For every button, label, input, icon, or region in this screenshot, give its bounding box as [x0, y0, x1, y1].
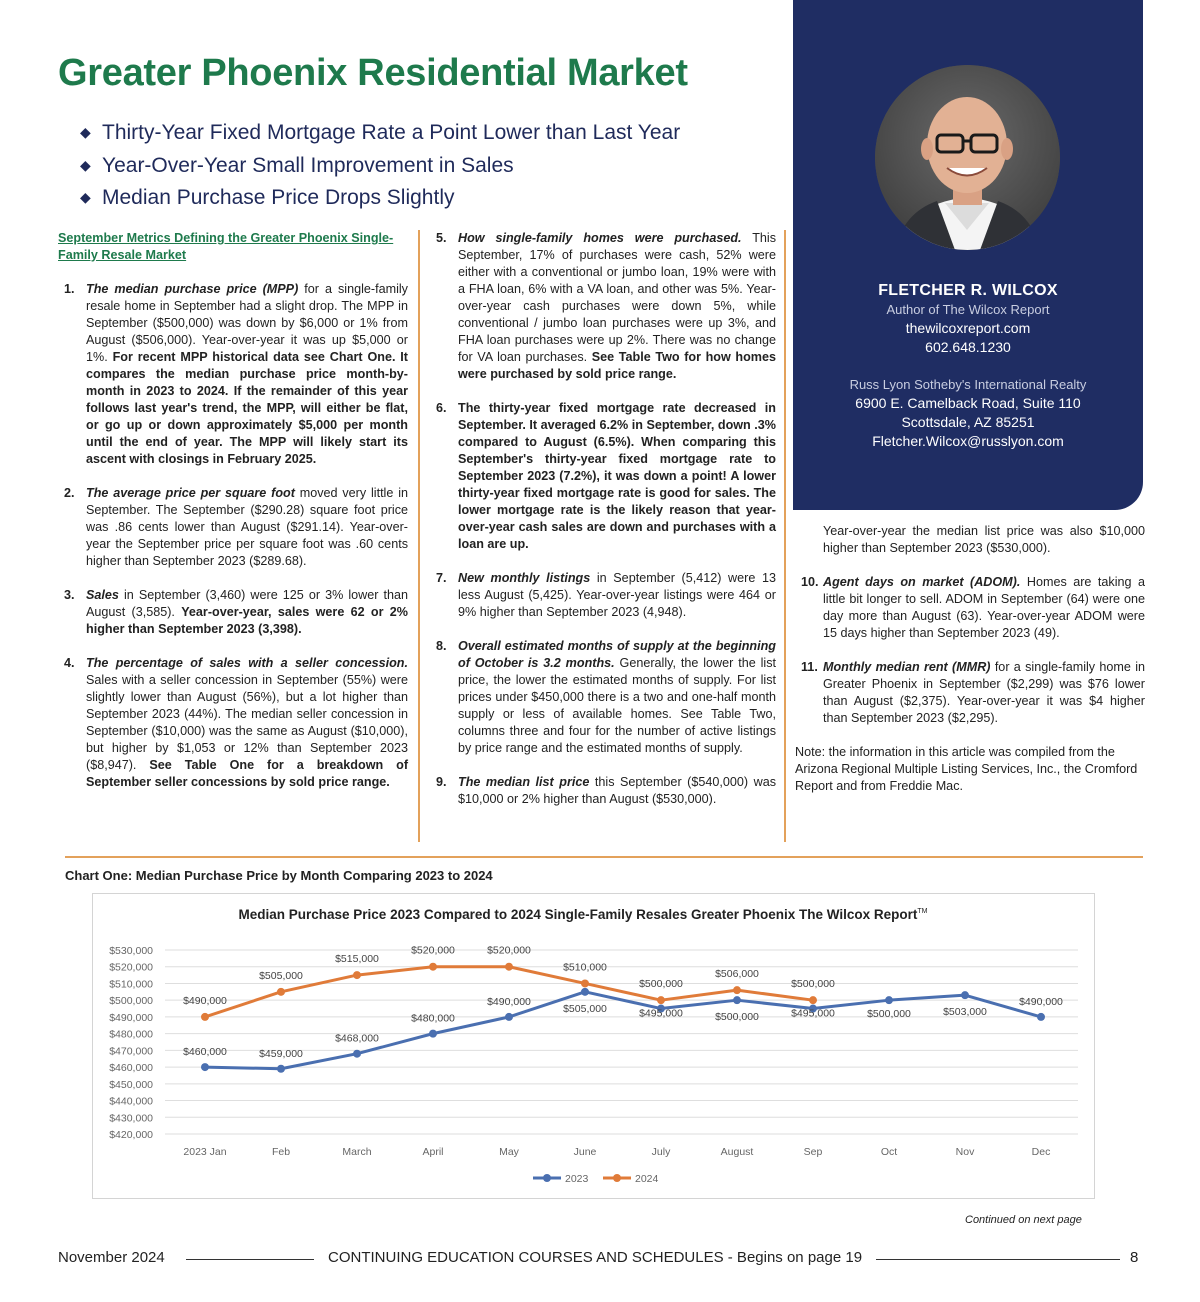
data-label-2024: $500,000 [639, 978, 683, 991]
data-point-2024 [429, 963, 437, 971]
item-title: Overall estimated months of supply at the beginning of October is 3.2 months. [458, 639, 776, 670]
y-tick-label: $440,000 [109, 1095, 153, 1108]
item-title: The median list price [458, 775, 590, 789]
data-label-2024: $510,000 [563, 961, 607, 974]
diamond-icon: ◆ [80, 189, 91, 205]
data-label-2023: $495,000 [639, 1007, 683, 1020]
x-tick-label: Feb [271, 1146, 291, 1158]
data-label-2024: $490,000 [183, 994, 227, 1007]
data-point-2024 [733, 986, 741, 994]
footer-date: November 2024 [58, 1249, 165, 1266]
author-phone: 602.648.1230 [925, 339, 1011, 355]
x-tick-label: March [342, 1146, 372, 1158]
item-bold: For recent MPP historical data see Chart One. It compares the median purchase price month-by-month in 2023 to 2024. If the remainder of this year follows last year's trend, the MPP, will either be flat, or go up or down approximately $5,000 per month until the end of year. The MPP will likely start its ascent with closings in February 2025. [86, 350, 409, 466]
metric-item-4 [58, 655, 408, 791]
author-photo [875, 65, 1060, 250]
item-body: Generally, the lower the list price, the lower the estimated months of supply. For list prices under $450,000 there is a two and one-half month supply or less of available homes. See Table Two, columns three and four for the number of active listings by price range and the estimated months of supply. [458, 656, 776, 755]
y-tick-label: $460,000 [109, 1062, 153, 1075]
headline-bullets [80, 116, 680, 214]
item-number: 1. [64, 282, 75, 296]
item-title: New monthly listings [458, 571, 591, 585]
y-tick-label: $420,000 [109, 1129, 153, 1141]
article-column-2 [430, 230, 776, 808]
data-point-2024 [809, 996, 817, 1004]
legend-marker-2024 [613, 1174, 621, 1182]
data-point-2023 [277, 1065, 285, 1073]
item-number: 10. [801, 575, 819, 589]
item-number: 11. [801, 660, 818, 674]
data-label-2024: $506,000 [715, 968, 759, 981]
item-number: 2. [64, 486, 75, 500]
x-tick-label: Dec [1031, 1146, 1051, 1158]
author-website[interactable]: thewilcoxreport.com [905, 320, 1031, 336]
x-tick-label: July [651, 1146, 671, 1158]
footer-center-text[interactable]: CONTINUING EDUCATION COURSES AND SCHEDULES - Begins on page 19 [328, 1249, 863, 1266]
data-label-2024: $500,000 [791, 978, 835, 991]
x-tick-label: 2023 Jan [183, 1146, 227, 1158]
diamond-icon: ◆ [80, 124, 91, 140]
item-body: this September ($540,000) was $10,000 or 2% higher than August ($530,000). [458, 775, 776, 806]
data-point-2024 [505, 963, 513, 971]
item-title: Monthly median rent (MMR) [823, 660, 991, 674]
source-note: Note: the information in this article was compiled from the Arizona Regional Multiple Listing Services, Inc., the Cromford Report and from Freddie Mac. [795, 745, 1138, 793]
data-label-2023: $505,000 [563, 1002, 607, 1015]
item-body: Homes are taking a little bit longer to sell. ADOM in September (64) were one day more than August (63). Year-over-year ADOM were 15 days higher than September 2023 (49). [823, 575, 1146, 640]
x-tick-label: May [499, 1146, 519, 1158]
y-tick-label: $530,000 [109, 945, 153, 957]
data-label-2023: $500,000 [867, 1008, 911, 1021]
metric-item-5 [430, 230, 776, 383]
data-point-2024 [581, 979, 589, 987]
bullet-item [80, 116, 680, 149]
y-tick-label: $450,000 [109, 1078, 153, 1091]
author-email[interactable]: Fletcher.Wilcox@russlyon.com [872, 433, 1064, 449]
data-point-2024 [277, 988, 285, 996]
item-number: 7. [436, 571, 447, 585]
item-number: 5. [436, 231, 447, 245]
data-point-2024 [657, 996, 665, 1004]
data-point-2024 [201, 1013, 209, 1021]
data-label-2024: $520,000 [411, 944, 455, 957]
article-column-3 [795, 523, 1145, 795]
data-label-2023: $468,000 [335, 1032, 379, 1045]
data-point-2023 [429, 1030, 437, 1038]
agency-address-line2: Scottsdale, AZ 85251 [901, 414, 1035, 430]
data-point-2023 [733, 996, 741, 1004]
item-number: 6. [436, 401, 447, 415]
metric-item-8 [430, 638, 776, 757]
legend-label-2024: 2024 [635, 1173, 659, 1185]
data-label-2024: $505,000 [259, 969, 303, 982]
page-title: Greater Phoenix Residential Market [58, 52, 688, 94]
data-label-2023: $459,000 [259, 1047, 303, 1060]
data-point-2023 [353, 1050, 361, 1058]
metric-item-9-continued [795, 523, 1145, 557]
data-label-2023: $500,000 [715, 1011, 759, 1024]
diamond-icon: ◆ [80, 156, 91, 173]
agency-name: Russ Lyon Sotheby's International Realty [849, 377, 1087, 392]
author-sidebar [793, 0, 1143, 510]
item-number: 9. [436, 775, 447, 789]
bullet-text: Thirty-Year Fixed Mortgage Rate a Point Lower than Last Year [102, 121, 681, 144]
y-tick-label: $470,000 [109, 1045, 153, 1058]
metric-item-7 [430, 570, 776, 621]
data-point-2023 [961, 991, 969, 999]
item-title: Sales [86, 588, 119, 602]
x-tick-label: Nov [955, 1146, 975, 1158]
bullet-text: Median Purchase Price Drops Slightly [102, 186, 455, 209]
item-body: This September, 17% of purchases were cash, 52% were either with a conventional or jumbo loan, 19% were with a FHA loan, 6% with a VA loan, and other was 5%. Year-over-year cash purchases were down 5%, while conventional / jumbo loan purchases were up 3%, and FHA loan purchases were up 2%. There was no change for VA loan purchases. [458, 231, 776, 364]
bullet-text: Year-Over-Year Small Improvement in Sales [102, 153, 514, 177]
data-point-2023 [581, 988, 589, 996]
metric-item-6 [430, 400, 776, 553]
author-name: FLETCHER R. WILCOX [878, 282, 1058, 299]
item-body: Year-over-year the median list price was also $10,000 higher than September 2023 ($530,000). [823, 524, 1145, 555]
chart-caption: Chart One: Median Purchase Price by Month Comparing 2023 to 2024 [65, 868, 493, 883]
data-label-2023: $460,000 [183, 1046, 227, 1059]
article-column-1 [58, 230, 408, 791]
page-number: 8 [1130, 1249, 1139, 1266]
chart-title: Median Purchase Price 2023 Compared to 2024 Single-Family Resales Greater Phoenix The Wilcox Report™ [238, 907, 928, 922]
y-tick-label: $490,000 [109, 1011, 153, 1024]
data-label-2024: $520,000 [487, 944, 531, 957]
column-divider [784, 230, 786, 842]
item-title: Agent days on market (ADOM). [823, 575, 1021, 589]
data-point-2024 [353, 971, 361, 979]
y-tick-label: $500,000 [109, 995, 153, 1008]
median-price-chart [93, 894, 1094, 1198]
footer-rule [876, 1259, 1120, 1260]
metric-item-2 [58, 485, 408, 570]
x-tick-label: Sep [803, 1146, 823, 1158]
data-label-2023: $490,000 [487, 995, 531, 1008]
author-role: Author of The Wilcox Report [886, 302, 1050, 317]
item-number: 3. [64, 588, 75, 602]
metric-item-1 [58, 281, 408, 468]
continued-note: Continued on next page [965, 1214, 1082, 1226]
data-label-2023: $490,000 [1019, 995, 1063, 1008]
x-tick-label: August [720, 1146, 754, 1158]
y-tick-label: $430,000 [109, 1112, 153, 1125]
series-line-2023 [205, 992, 1041, 1069]
data-point-2023 [201, 1063, 209, 1071]
footer-rule [186, 1259, 314, 1260]
item-body: for a single-family resale home in September had a slight drop. The MPP in September ($500,000) was down by $6,000 or 1% from August ($506,000). Year-over-year it was up $5,000 or 1%. [86, 282, 408, 364]
metric-item-10 [795, 574, 1145, 642]
column-divider [418, 230, 420, 842]
data-point-2023 [885, 996, 893, 1004]
legend-label-2023: 2023 [565, 1173, 589, 1185]
item-title: How single-family homes were purchased. [458, 231, 742, 245]
data-point-2023 [505, 1013, 513, 1021]
legend-marker-2023 [543, 1174, 551, 1182]
item-body: in September (5,412) were 13 less August (5,425). Year-over-year listings were 464 or 9% higher than September 2023 (4,948). [458, 571, 776, 619]
item-bold: Year-over-year, sales were 62 or 2% higher than September 2023 (3,398). [86, 605, 409, 636]
metric-item-11 [795, 659, 1145, 727]
item-body: in September (3,460) were 125 or 3% lower than August (3,585). [86, 588, 408, 619]
item-bold: See Table One for a breakdown of September seller concessions by sold price range. [86, 758, 409, 789]
item-body: moved very little in September. The September ($290.28) square foot price was .86 cents lower than August ($291.14). Year-over-year the September price per square foot was .60 cents higher than September 2023 ($289.68). [86, 486, 408, 568]
agency-address-line1: 6900 E. Camelback Road, Suite 110 [855, 395, 1081, 411]
bullet-item [80, 149, 680, 182]
x-tick-label: June [573, 1146, 597, 1158]
item-number: 4. [64, 656, 75, 670]
item-body: Sales with a seller concession in September (55%) were slightly lower than August (56%), but a lot higher than September 2023 (44%). The median seller concession in September ($10,000) was the same as August ($10,000), but higher by $1,053 or 12% than September 2023 ($8,947). [86, 673, 408, 772]
data-label-2023: $495,000 [791, 1007, 835, 1020]
item-bold: The thirty-year fixed mortgage rate decreased in September. It averaged 6.2% in September, down .3% compared to August (6.5%). When comparing this September's thirty-year fixed mortgage rate to September 2023 (7.2%), it was down a point! A lower thirty-year fixed mortgage rate is good for sales. The lower mortgage rate is the likely reason that year-over-year cash sales are down and purchases with a loan are up. [458, 401, 776, 551]
bullet-item [80, 181, 680, 214]
metrics-heading: September Metrics Defining the Greater Phoenix Single-Family Resale Market [58, 231, 394, 262]
y-tick-label: $510,000 [109, 978, 153, 991]
item-title: The average price per square foot [86, 486, 295, 500]
item-title: The median purchase price (MPP) [86, 282, 299, 296]
chart-divider [65, 856, 1143, 858]
item-body: for a single-family home in Greater Phoenix in September ($2,299) was $76 lower than August ($2,375). Year-over-year it was $4 higher than September 2023 ($2,295). [823, 660, 1145, 725]
item-title: The percentage of sales with a seller concession. [86, 656, 408, 670]
y-tick-label: $480,000 [109, 1028, 153, 1041]
metric-item-3 [58, 587, 408, 638]
item-bold: See Table Two for how homes were purchased by sold price range. [458, 350, 776, 381]
item-number: 8. [436, 639, 447, 653]
data-label-2023: $480,000 [411, 1012, 455, 1025]
chart-frame [92, 893, 1095, 1199]
y-tick-label: $520,000 [109, 961, 153, 974]
data-label-2024: $515,000 [335, 953, 379, 966]
metric-item-9 [430, 774, 776, 808]
x-tick-label: April [422, 1146, 444, 1158]
x-tick-label: Oct [880, 1146, 898, 1158]
data-label-2023: $503,000 [943, 1006, 987, 1019]
data-point-2023 [1037, 1013, 1045, 1021]
